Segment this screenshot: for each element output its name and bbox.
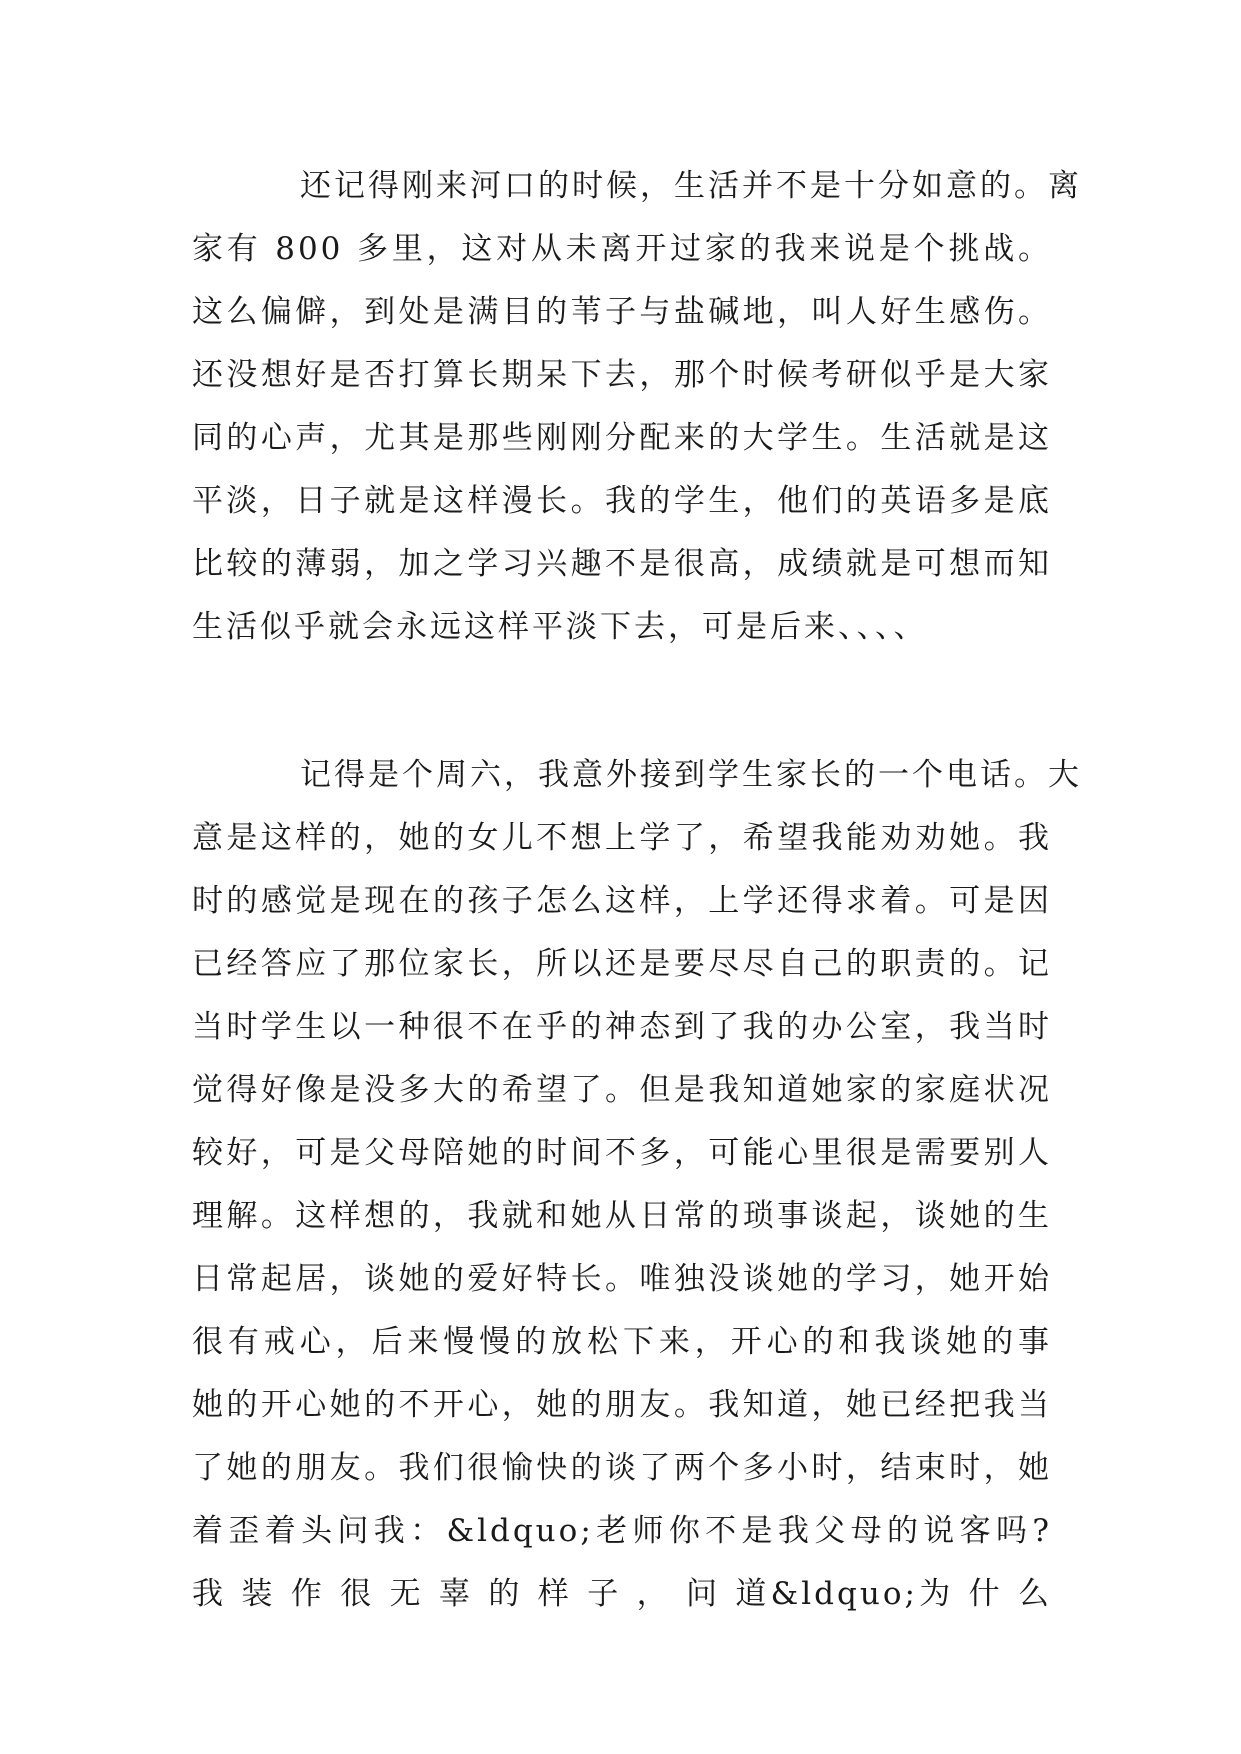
- paragraph-line: 觉得好像是没多大的希望了。但是我知道她家的家庭状况: [192, 1072, 1052, 1108]
- paragraph-line: 我 装 作 很 无 辜 的 样 子 ， 问 道&ldquo;为 什 么: [192, 1576, 1052, 1612]
- paragraph-line: 还记得刚来河口的时候，生活并不是十分如意的。离: [300, 168, 1082, 204]
- paragraph-line: 她的开心她的不开心，她的朋友。我知道，她已经把我当: [192, 1387, 1052, 1423]
- paragraph-line: 着歪着头问我：&ldquo;老师你不是我父母的说客吗?: [192, 1513, 1052, 1549]
- paragraph-line: 很有戒心，后来慢慢的放松下来，开心的和我谈她的事: [192, 1324, 1052, 1360]
- paragraph-line: 了她的朋友。我们很愉快的谈了两个多小时，结束时，她: [192, 1450, 1052, 1486]
- paragraph-line: 比较的薄弱，加之学习兴趣不是很高，成绩就是可想而知: [192, 546, 1052, 582]
- paragraph-line: 当时学生以一种很不在乎的神态到了我的办公室，我当时: [192, 1009, 1052, 1045]
- paragraph-line: 意是这样的，她的女儿不想上学了，希望我能劝劝她。我: [192, 820, 1052, 856]
- paragraph-line: 已经答应了那位家长，所以还是要尽尽自己的职责的。记: [192, 946, 1052, 982]
- paragraph-line: 平淡，日子就是这样漫长。我的学生，他们的英语多是底: [192, 483, 1052, 519]
- paragraph-line: 家有 800 多里，这对从未离开过家的我来说是个挑战。: [192, 231, 1052, 267]
- paragraph-line: 同的心声，尤其是那些刚刚分配来的大学生。生活就是这: [192, 420, 1052, 456]
- paragraph-line: 理解。这样想的，我就和她从日常的琐事谈起，谈她的生: [192, 1198, 1052, 1234]
- paragraph-line: 时的感觉是现在的孩子怎么这样，上学还得求着。可是因: [192, 883, 1052, 919]
- paragraph-line: 生活似乎就会永远这样平淡下去，可是后来、、、、: [192, 609, 928, 645]
- paragraph-2: [192, 744, 1082, 1626]
- paragraph-line: 日常起居，谈她的爱好特长。唯独没谈她的学习，她开始: [192, 1261, 1052, 1297]
- paragraph-line: 较好，可是父母陪她的时间不多，可能心里很是需要别人: [192, 1135, 1052, 1171]
- paragraph-line: 记得是个周六，我意外接到学生家长的一个电话。大: [300, 757, 1082, 793]
- paragraph-line: 还没想好是否打算长期呆下去，那个时候考研似乎是大家: [192, 357, 1052, 393]
- paragraph-1: [192, 155, 1082, 659]
- paragraph-line: 这么偏僻，到处是满目的苇子与盐碱地，叫人好生感伤。: [192, 294, 1052, 330]
